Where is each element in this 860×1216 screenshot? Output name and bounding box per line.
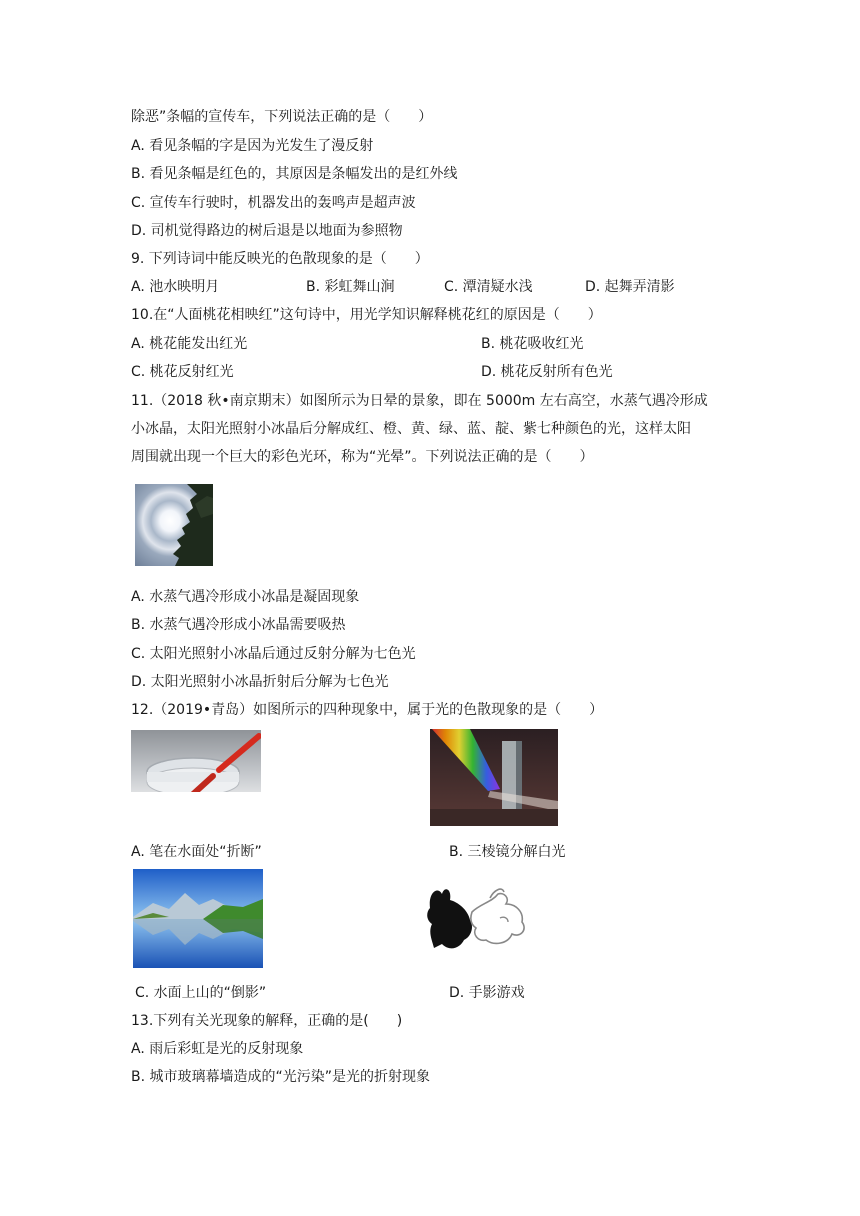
q11-option-d: D. 太阳光照射小冰晶折射后分解为七色光 [131,674,389,690]
mountain-reflection-photo [133,869,263,968]
q12-option-d: D. 手影游戏 [449,985,525,1001]
q10-option-c: C. 桃花反射红光 [131,364,234,380]
q8-option-b: B. 看见条幅是红色的，其原因是条幅发出的是红外线 [131,166,458,182]
q8-option-d: D. 司机觉得路边的树后退是以地面为参照物 [131,223,403,239]
q11-stem-line-3: 周围就出现一个巨大的彩色光环，称为“光晕”。下列说法正确的是（ ） [131,449,594,465]
q13-option-b: B. 城市玻璃幕墙造成的“光污染”是光的折射现象 [131,1069,431,1085]
q8-option-a: A. 看见条幅的字是因为光发生了漫反射 [131,138,374,154]
q9-option-c: C. 潭清疑水浅 [444,279,533,295]
q10-option-d: D. 桃花反射所有色光 [481,364,613,380]
q12-option-a: A. 笔在水面处“折断” [131,844,262,860]
q11-stem-line-1: 11.（2018 秋•南京期末）如图所示为日晕的景象，即在 5000m 左右高空，水蒸气遇冷形成 [131,393,708,409]
q9-option-b: B. 彩虹舞山涧 [306,279,395,295]
q12-option-b: B. 三棱镜分解白光 [449,844,566,860]
q12-option-c: C. 水面上山的“倒影” [135,985,267,1001]
sun-halo-photo [135,484,213,566]
q11-option-c: C. 太阳光照射小冰晶后通过反射分解为七色光 [131,646,416,662]
q9-stem: 9. 下列诗词中能反映光的色散现象的是（ ） [131,251,429,267]
pen-in-water-photo [131,730,261,808]
q8-stem-continuation: 除恶”条幅的宣传车，下列说法正确的是（ ） [131,109,433,125]
q12-stem: 12.（2019•青岛）如图所示的四种现象中，属于光的色散现象的是（ ） [131,702,604,718]
q10-stem: 10.在“人面桃花相映红”这句诗中，用光学知识解释桃花红的原因是（ ） [131,307,602,323]
q13-stem: 13.下列有关光现象的解释，正确的是( ) [131,1013,403,1029]
q11-option-b: B. 水蒸气遇冷形成小冰晶需要吸热 [131,617,346,633]
hand-shadow-rabbit-picture [420,882,532,956]
q13-option-a: A. 雨后彩虹是光的反射现象 [131,1041,304,1057]
q9-option-a: A. 池水映明月 [131,279,220,295]
prism-dispersion-photo [430,729,558,826]
q8-option-c: C. 宣传车行驶时，机器发出的轰鸣声是超声波 [131,195,416,211]
q10-option-b: B. 桃花吸收红光 [481,336,584,352]
q10-option-a: A. 桃花能发出红光 [131,336,248,352]
q11-option-a: A. 水蒸气遇冷形成小冰晶是凝固现象 [131,589,360,605]
q9-option-d: D. 起舞弄清影 [585,279,675,295]
q11-stem-line-2: 小冰晶，太阳光照射小冰晶后分解成红、橙、黄、绿、蓝、靛、紫七种颜色的光，这样太阳 [131,421,691,437]
